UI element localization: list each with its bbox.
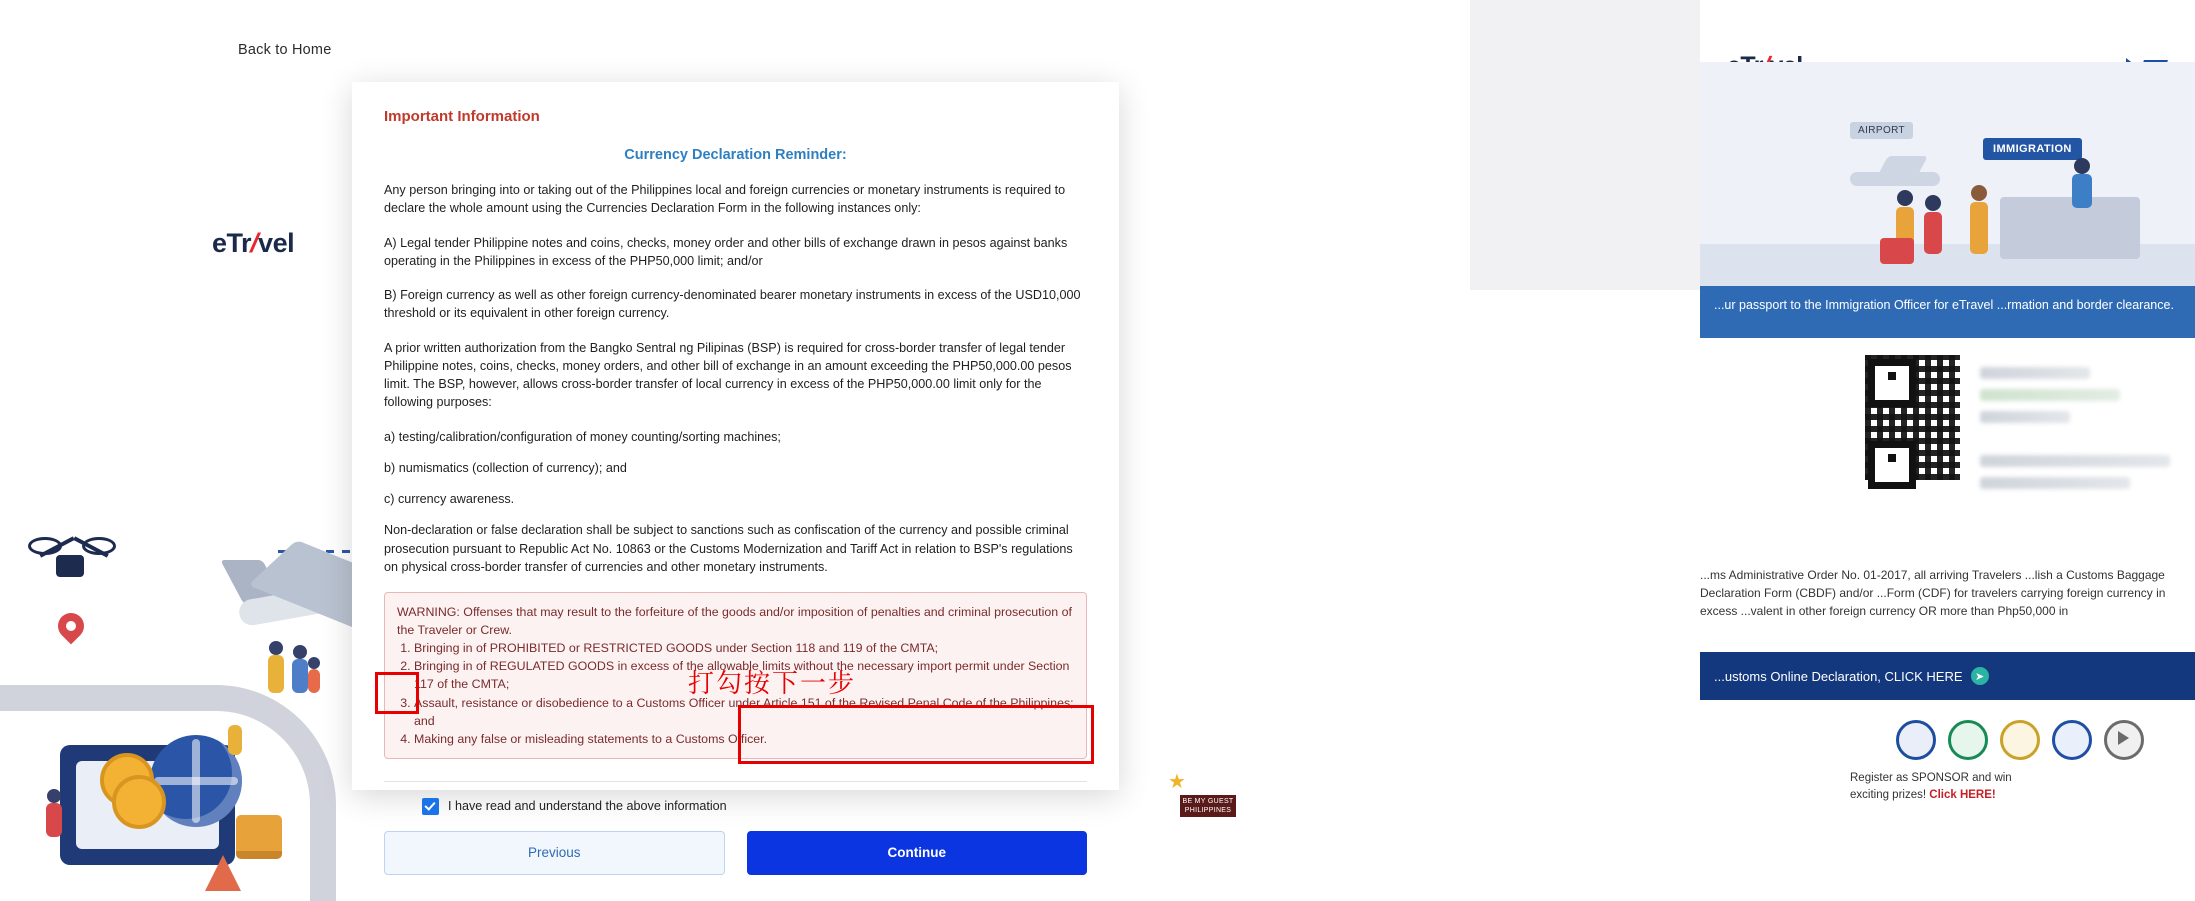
modal-paragraph: Non-declaration or false declaration shall be subject to sanctions such as confiscation of the currency and possible criminal prosecution pursuant to Republic Act No. 10863 or the Customs Modernization and Tariff Act in relation to BSP's regulations on physical cross-border transfer of currencies and other monetary instruments. (384, 523, 1073, 574)
star-icon: ★ (1168, 771, 1186, 793)
traveler-figure (292, 659, 308, 693)
warning-item: 4. Making any false or misleading statements to a Customs Officer. (414, 730, 1074, 748)
sponsor-promo (1850, 770, 2195, 803)
traffic-cone-icon (205, 855, 241, 891)
agency-seal-icon (2000, 720, 2040, 760)
luggage-shape (1880, 238, 1914, 264)
drone-rotor-icon (82, 537, 116, 555)
customs-legal-text: ...ms Administrative Order No. 01-2017, all arriving Travelers ...lish a Customs Baggage Declaration Form (CBDF) and/or ...Form (CDF) for travelers carrying foreign currency in excess ...valent in other foreign currency OR more than Php50,000 in (1700, 568, 2166, 618)
agency-seal-icon (1948, 720, 1988, 760)
page-backdrop-block (1470, 0, 1700, 290)
currency-declaration-heading: Currency Declaration Reminder: (624, 147, 847, 163)
map-pin-icon (53, 608, 90, 645)
traveler-figure (46, 803, 62, 837)
blurred-field (1980, 477, 2130, 489)
traveler-head (47, 789, 61, 803)
modal-paragraph: a) testing/calibration/configuration of money counting/sorting machines; (384, 429, 781, 444)
agency-seal-icon (2052, 720, 2092, 760)
sponsor-line-1: Register as SPONSOR and win (1850, 772, 2012, 784)
child-head (308, 657, 320, 669)
officer-figure (2072, 174, 2092, 208)
modal-title: Important Information (384, 108, 540, 125)
qr-finder-icon (1868, 441, 1916, 489)
traveler-head (1971, 185, 1987, 201)
airport-tag: AIRPORT (1850, 122, 1913, 139)
blurred-field (1980, 389, 2120, 401)
modal-button-row (352, 831, 1119, 875)
modal-paragraph: B) Foreign currency as well as other foreign currency-denominated bearer monetary instruments in excess of the USD10,000 threshold or its equivalent in other foreign currency. (384, 288, 1081, 321)
traveler-figure (228, 725, 242, 755)
play-button-icon[interactable] (2104, 720, 2144, 760)
annotation-instruction-text: 打勾按下一步 (688, 668, 857, 698)
immigration-tag: IMMIGRATION (1983, 138, 2082, 160)
warning-intro: WARNING: Offenses that may result to the forfeiture of the goods and/or imposition of penalties and criminal prosecution of the Traveler or Crew. (397, 605, 1072, 638)
warning-item: 2. Bringing in of REGULATED GOODS in excess of the allowable limits without the necessary import permit under Section 117 of the CMTA; (414, 657, 1074, 693)
sponsor-line-2: exciting prizes! (1850, 788, 1927, 801)
warning-item: 1. Bringing in of PROHIBITED or RESTRICTED GOODS under Section 118 and 119 of the CMTA; (414, 639, 1074, 657)
qr-section (1700, 345, 2195, 545)
immigration-counter-shape (2000, 197, 2140, 259)
back-to-home-link[interactable]: Back to Home (238, 42, 332, 58)
modal-body (352, 82, 1119, 815)
etravel-logo-left: eTr/vel (212, 228, 295, 258)
agency-seal-icon (1896, 720, 1936, 760)
blurred-field (1980, 411, 2070, 423)
modal-paragraph: A prior written authorization from the Bangko Sentral ng Pilipinas (BSP) is required for cross-border transfer of legal tender Philippine notes, coins, checks, money orders, and other bill of exchange in an amount exceeding the PHP50,000.00 pesos limit. The BSP, however, allows cross-border transfer of local currency in excess of the PHP50,000.00 limit only for the following purposes: (384, 340, 1072, 410)
modal-paragraph: c) currency awareness. (384, 492, 515, 506)
coin-icon (112, 775, 166, 829)
sponsor-click-here-link[interactable]: Click HERE! (1929, 788, 1996, 801)
traveler-figure (1970, 202, 1988, 254)
traveler-head (269, 641, 283, 655)
drone-rotor-icon (28, 537, 62, 555)
previous-button[interactable]: Previous (384, 831, 725, 875)
hero-plane-icon (1850, 172, 1940, 186)
arrow-right-circle-icon: ➤ (1971, 667, 1989, 685)
acknowledgement-checkbox[interactable] (422, 798, 439, 815)
traveler-figure (1924, 212, 1942, 254)
modal-paragraph: b) numismatics (collection of currency); and (384, 460, 627, 475)
drone-body-icon (56, 555, 84, 577)
traveler-head (293, 645, 307, 659)
traveler-head (1897, 190, 1913, 206)
modal-paragraph: Any person bringing into or taking out of the Philippines local and foreign currencies or monetary instruments is required to declare the whole amount using the Currencies Declaration Form in the following instances only: (384, 183, 1066, 216)
traveler-figure (268, 655, 284, 693)
customs-declaration-cta[interactable] (1700, 652, 2195, 700)
warning-item: 3. Assault, resistance or disobedience to a Customs Officer under Article 151 of the Revised Penal Code of the Philippines; and (414, 694, 1074, 730)
be-my-guest-badge: BE MY GUEST PHILIPPINES (1180, 795, 1236, 817)
child-figure (308, 669, 320, 693)
small-luggage-shape (236, 815, 282, 859)
cta-label: ...ustoms Online Declaration, CLICK HERE (1714, 668, 1963, 684)
hero-illustration (1700, 62, 2195, 292)
agency-seals-row (1700, 718, 2195, 762)
acknowledgement-label: I have read and understand the above information (448, 799, 727, 814)
officer-head (2074, 158, 2090, 174)
traveler-head (1925, 195, 1941, 211)
modal-paragraph: A) Legal tender Philippine notes and coins, checks, money order and other bills of exchange drawn in pesos against banks operating in the Philippines in excess of the PHP50,000 limit; and/or (384, 235, 1068, 268)
blurred-field (1980, 367, 2090, 379)
immigration-note: ...ur passport to the Immigration Officer for eTravel ...rmation and border clearance. (1700, 286, 2195, 338)
continue-button[interactable]: Continue (747, 831, 1088, 875)
modal-divider (384, 781, 1087, 782)
qr-finder-icon (1868, 359, 1916, 407)
acknowledgement-row (422, 798, 1087, 815)
blurred-field (1980, 455, 2170, 467)
info-panel (1700, 0, 2195, 839)
